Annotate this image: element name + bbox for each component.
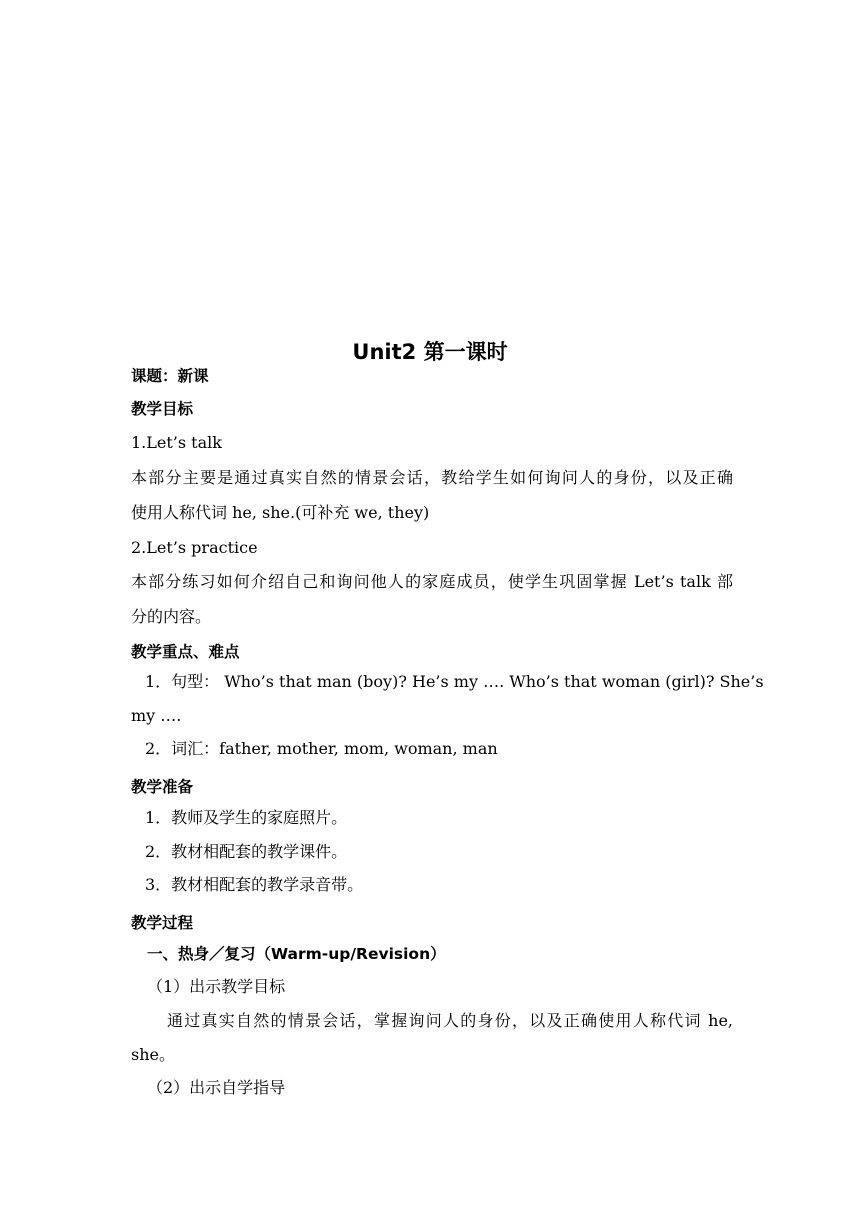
sub-step-1-text-line-2: she。 (131, 1045, 175, 1064)
objective-1-text-line-2: 使用人称代词 he, she.(可补充 we, they) (131, 503, 430, 522)
objectives-heading: 教学目标 (131, 400, 194, 418)
sub-step-2-title: （2）出示自学指导 (147, 1078, 286, 1097)
keypoints-heading: 教学重点、难点 (131, 643, 240, 661)
topic-line: 课题：新课 (131, 367, 209, 385)
sub-step-1-text-line-1: 通过真实自然的情景会话，掌握询问人的身份，以及正确使用人称代词 he, (167, 1011, 733, 1030)
objective-2-text-line-2: 分的内容。 (131, 607, 212, 626)
keypoint-1-line-1: 1．句型： Who’s that man (boy)? He’s my …. Who’s that woman (girl)? She’s (145, 672, 764, 691)
objective-1-text-line-1: 本部分主要是通过真实自然的情景会话，教给学生如何询问人的身份，以及正确 (131, 468, 733, 487)
step-1-heading: 一、热身／复习（Warm-up/Revision） (147, 945, 446, 963)
objective-2-title: 2.Let’s practice (131, 538, 258, 557)
sub-step-1-title: （1）出示教学目标 (147, 977, 286, 996)
prep-item-2: 2．教材相配套的教学课件。 (145, 842, 348, 861)
keypoint-2: 2．词汇：father, mother, mom, woman, man (145, 739, 498, 758)
keypoint-1-line-2: my …. (131, 706, 182, 725)
prep-item-3: 3．教材相配套的教学录音带。 (145, 875, 364, 894)
process-heading: 教学过程 (131, 914, 194, 932)
objective-2-text-line-1: 本部分练习如何介绍自己和询问他人的家庭成员，使学生巩固掌握 Let’s talk 部 (131, 572, 733, 591)
document-title: Unit2 第一课时 (352, 340, 508, 364)
objective-1-title: 1.Let’s talk (131, 433, 222, 452)
prep-heading: 教学准备 (131, 778, 194, 796)
prep-item-1: 1．教师及学生的家庭照片。 (145, 808, 348, 827)
